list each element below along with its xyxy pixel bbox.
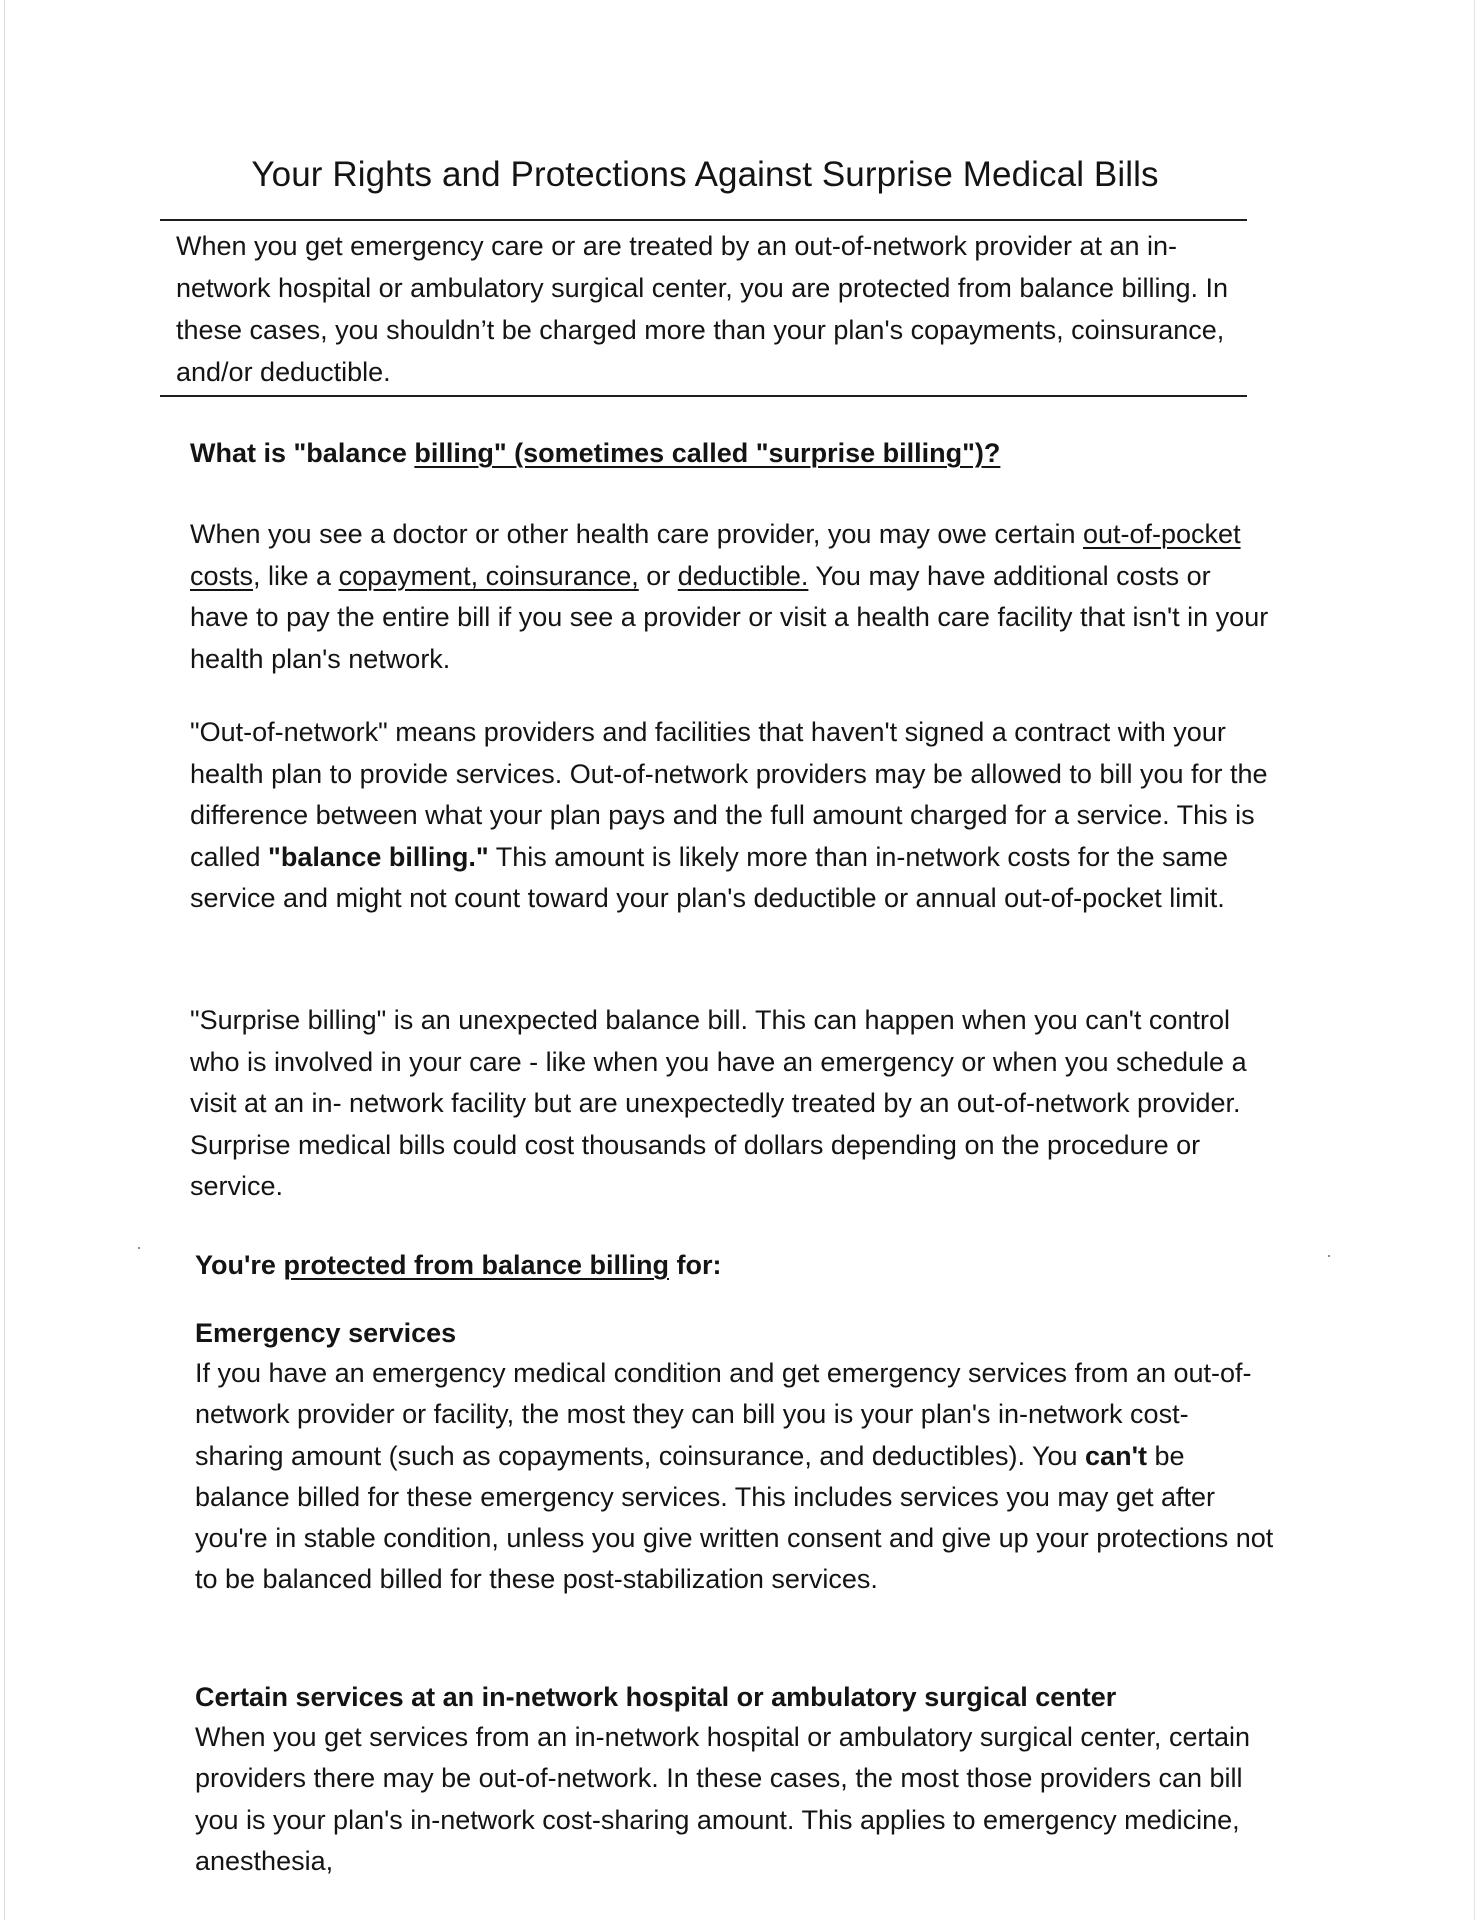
subheading-certain-services: Certain services at an in-network hospital or ambulatory surgical center — [195, 1682, 1117, 1712]
page-title: Your Rights and Protections Against Surprise Medical Bills — [251, 155, 1159, 194]
scan-edge-left — [4, 0, 5, 1920]
heading-text: What is "balance — [190, 438, 415, 468]
paragraph-text: When you see a doctor or other health care provider, you may owe certain — [190, 519, 1083, 549]
heading-text: You're — [195, 1250, 284, 1280]
paragraph-emergency-services — [195, 1353, 1275, 1601]
link-out-of-pocket-costs[interactable]: out-of-pocket costs — [190, 519, 1241, 591]
bold-balance-billing: "balance billing." — [268, 841, 489, 872]
heading-underlined-text: billing" (sometimes called "surprise billing")? — [414, 438, 1001, 468]
section-heading-protected — [195, 1250, 721, 1281]
paragraph-out-of-pocket — [190, 514, 1270, 680]
paragraph-text: be balance billed for these emergency services. This includes services you may get after you're in stable condition, unless you give written consent and give up your protections not to be balanced billed for these post-stabilization services. — [195, 1440, 1274, 1595]
subheading-emergency-services: Emergency services — [195, 1318, 457, 1348]
title-rule-top — [160, 219, 1247, 221]
link-copayment-coinsurance[interactable]: copayment, coinsurance, — [338, 560, 639, 591]
paragraph-surprise-billing: "Surprise billing" is an unexpected balance bill. This can happen when you can't control who is involved in your care - like when you have an emergency or when you schedule a visit at an in- network facility but are unexpectedly treated by an out-of-network provider. Surprise medical bills could cost thousands of dollars depending on the procedure or service. — [190, 1005, 1247, 1201]
heading-text: for: — [669, 1250, 722, 1280]
link-deductible[interactable]: deductible. — [677, 560, 809, 591]
paragraph-text: or — [638, 560, 678, 591]
scan-speck — [138, 1247, 140, 1249]
paragraph-text: "Out-of-network" means providers and facilities that haven't signed a contract with your health plan to provide services. Out-of-network providers may be allowed to bill you for the difference between what your plan pays and the full amount charged for a service. This is called — [190, 717, 1268, 872]
paragraph-out-of-network — [190, 712, 1270, 920]
paragraph-text: , like a — [253, 560, 339, 591]
intro-rule-bottom — [160, 395, 1247, 397]
intro-summary: When you get emergency care or are treated by an out-of-network provider at an in-network hospital or ambulatory surgical center, you are protected from balance billing. In these cases, you shouldn’t be charged more than your plan's copayments, coinsurance, and/or deductible. — [176, 231, 1229, 387]
paragraph-text: You may have additional costs or have to pay the entire bill if you see a provider or visit a health care facility that isn't in your health plan's network. — [190, 560, 1269, 674]
scan-speck — [1328, 1255, 1330, 1257]
heading-underlined-text: protected from balance billing — [283, 1250, 669, 1280]
paragraph-text: This amount is likely more than in-network costs for the same service and might not count toward your plan's deductible or annual out-of-pocket limit. — [190, 841, 1228, 913]
section-heading-balance-billing — [190, 438, 1000, 469]
paragraph-certain-services: When you get services from an in-network hospital or ambulatory surgical center, certain providers there may be out-of-network. In these cases, the most those providers can bill you is your plan's in-network cost-sharing amount. This applies to emergency medicine, anesthesia, — [195, 1722, 1250, 1876]
bold-cant: can't — [1085, 1440, 1147, 1471]
paragraph-text: If you have an emergency medical condition and get emergency services from an out-of-network provider or facility, the most they can bill you is your plan's in-network cost-sharing amount (such as copayments, coinsurance, and deductibles). You — [195, 1358, 1252, 1471]
scan-edge-right — [1474, 0, 1475, 1920]
